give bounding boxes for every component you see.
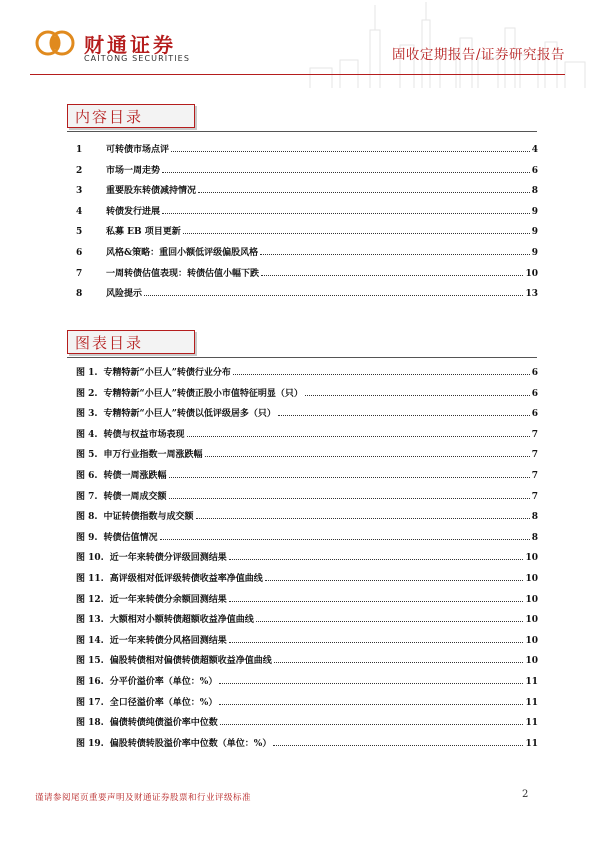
figure-entry-label: 图 14.: [76, 635, 104, 646]
dot-leader: [196, 517, 530, 519]
figure-entry-label: 图 10.: [76, 553, 104, 564]
figure-entry[interactable]: [76, 632, 538, 646]
figures-divider: [67, 357, 537, 358]
dot-leader: [219, 703, 523, 705]
figure-entry-page: 10: [525, 574, 538, 584]
figure-entry-title: 近一年来转债分风格回测结果: [109, 635, 227, 646]
toc-entry-number: 2: [76, 165, 83, 176]
toc-entry[interactable]: [76, 244, 538, 258]
figure-entry-label: 图 11.: [76, 574, 104, 584]
dot-leader: [220, 723, 524, 725]
dot-leader: [198, 191, 530, 193]
brand-name-english: CAITONG SECURITIES: [84, 54, 190, 63]
figure-entry[interactable]: [76, 385, 538, 399]
figure-entry-label: 图 5.: [76, 450, 98, 461]
report-type: 固收定期报告/证券研究报告: [391, 47, 565, 63]
toc-entry-page: 9: [531, 227, 538, 238]
toc-entry[interactable]: [76, 182, 538, 196]
figure-entry-title: 转债一周成交额: [103, 491, 167, 502]
figure-entry-title: 偏股转债相对偏债转债超额收益净值曲线: [109, 656, 272, 667]
figure-entry-page: 10: [525, 615, 538, 626]
dot-leader: [219, 682, 523, 684]
dot-leader: [169, 476, 530, 478]
toc-entry-page: 13: [525, 289, 538, 300]
figure-entry[interactable]: [76, 570, 538, 584]
figure-entry-page: 10: [525, 553, 538, 564]
toc-entry-title: 转债发行进展: [106, 206, 161, 217]
contents-heading: [67, 104, 195, 127]
toc-entry-number: 5: [76, 227, 83, 238]
figure-entry-page: 10: [525, 594, 538, 605]
figure-entry[interactable]: [76, 611, 538, 625]
figure-entry-label: 图 9.: [76, 532, 98, 543]
figure-entry-title: 偏股转债转股溢价率中位数（单位：%）: [109, 738, 272, 749]
toc-entry-page: 8: [531, 186, 538, 197]
figure-entry-title: 中证转债指数与成交额: [103, 512, 194, 523]
dot-leader: [187, 435, 530, 437]
toc-entry-number: 8: [76, 289, 83, 300]
toc-entry[interactable]: [76, 162, 538, 176]
contents-divider: [67, 131, 537, 132]
figure-entry[interactable]: [76, 364, 538, 378]
figure-entry-title: 转债一周涨跌幅: [103, 471, 167, 481]
figure-entry[interactable]: [76, 652, 538, 666]
toc-entry-page: 4: [531, 145, 538, 155]
figure-entry-label: 图 15.: [76, 656, 104, 667]
figure-entry-page: 7: [531, 429, 538, 440]
figure-entry-page: 11: [525, 718, 538, 729]
toc-entry-title: 重要股东转债减持情况: [106, 186, 197, 197]
figure-entry-title: 全口径溢价率（单位：%）: [109, 697, 218, 708]
dot-leader: [229, 600, 524, 602]
footer-disclaimer: 谨请参阅尾页重要声明及财通证券股票和行业评级标准: [35, 793, 252, 803]
figure-entry-page: 10: [525, 656, 538, 667]
figure-entry-page: 11: [525, 738, 538, 749]
toc-entry-number: 1: [76, 145, 83, 155]
figure-entry[interactable]: [76, 446, 538, 460]
dot-leader: [169, 497, 530, 499]
figure-entry-page: 11: [525, 677, 538, 687]
caitong-logo: [33, 27, 77, 59]
figure-entry-title: 专精特新“小巨人”转债正股小市值特征明显（只）: [103, 388, 303, 399]
toc-entry-page: 6: [531, 165, 538, 176]
dot-leader: [261, 274, 523, 276]
dot-leader: [233, 373, 530, 375]
figure-entry-label: 图 3.: [76, 409, 98, 420]
dot-leader: [273, 744, 523, 746]
dot-leader: [265, 579, 524, 581]
toc-entry-title: 私募 EB 项目更新: [106, 227, 181, 238]
dot-leader: [278, 414, 530, 416]
figure-entry-label: 图 19.: [76, 738, 104, 749]
figure-entry-title: 近一年来转债分评级回测结果: [109, 553, 227, 564]
figure-entry[interactable]: [76, 426, 538, 440]
toc-entry[interactable]: [76, 223, 538, 237]
figure-entry-page: 10: [525, 635, 538, 646]
header-divider: [30, 74, 565, 75]
toc-entry-number: 3: [76, 186, 83, 197]
figure-entry-label: 图 17.: [76, 697, 104, 708]
toc-entry[interactable]: [76, 285, 538, 299]
figure-entry-label: 图 6.: [76, 471, 98, 481]
figure-entry-label: 图 18.: [76, 718, 104, 729]
toc-entry-page: 9: [531, 206, 538, 217]
figure-entry[interactable]: [76, 508, 538, 522]
figure-entry[interactable]: [76, 591, 538, 605]
page-number: 2: [522, 789, 529, 800]
toc-entry-page: 10: [525, 268, 538, 279]
dot-leader: [144, 294, 523, 296]
dot-leader: [162, 212, 530, 214]
toc-entry-title: 一周转债估值表现：转债估值小幅下跌: [106, 268, 260, 279]
figure-entry-label: 图 13.: [76, 615, 104, 626]
dot-leader: [256, 620, 524, 622]
figure-entry-title: 大额相对小额转债超额收益净值曲线: [109, 615, 254, 626]
contents-title: 内容目录: [75, 108, 144, 126]
toc-entry-number: 6: [76, 248, 83, 258]
figure-entry-page: 7: [531, 450, 538, 461]
dot-leader: [305, 394, 530, 396]
figure-entry-page: 6: [531, 409, 538, 420]
figure-entry-label: 图 7.: [76, 491, 98, 502]
figure-entry-title: 分平价溢价率（单位：%）: [109, 677, 218, 687]
figure-entry-title: 专精特新“小巨人”转债以低评级居多（只）: [103, 409, 276, 420]
figure-entry[interactable]: [76, 549, 538, 563]
figure-entry-title: 转债与权益市场表现: [103, 429, 185, 440]
toc-entry-page: 9: [531, 248, 538, 258]
dot-leader: [229, 558, 524, 560]
dot-leader: [160, 538, 530, 540]
figure-entry[interactable]: [76, 735, 538, 749]
figures-title: 图表目录: [75, 334, 144, 352]
dot-leader: [229, 641, 524, 643]
figure-entry-label: 图 1.: [76, 368, 98, 378]
figure-entry-page: 6: [531, 368, 538, 378]
toc-entry-title: 风格&策略：重回小额低评级偏股风格: [106, 248, 259, 258]
figure-entry-title: 转债估值情况: [103, 532, 158, 543]
toc-entry[interactable]: [76, 141, 538, 155]
figure-entry[interactable]: [76, 467, 538, 481]
figure-entry-label: 图 8.: [76, 512, 98, 523]
figure-entry[interactable]: [76, 405, 538, 419]
figure-entry-label: 图 16.: [76, 677, 104, 687]
figure-entry[interactable]: [76, 529, 538, 543]
toc-entry-title: 市场一周走势: [106, 165, 161, 176]
figure-entry-label: 图 2.: [76, 388, 98, 399]
dot-leader: [162, 171, 530, 173]
toc-entry[interactable]: [76, 265, 538, 279]
figure-entry-title: 偏债转债纯债溢价率中位数: [109, 718, 218, 729]
toc-entry-title: 可转债市场点评: [106, 145, 170, 155]
brand-name-chinese: 财通证券: [84, 33, 176, 57]
figure-entry-title: 专精特新“小巨人”转债行业分布: [103, 368, 231, 378]
figure-entry-page: 8: [531, 532, 538, 543]
figure-entry-page: 11: [525, 697, 538, 708]
dot-leader: [183, 232, 530, 234]
figure-entry-page: 6: [531, 388, 538, 399]
toc-entry-number: 4: [76, 206, 83, 217]
toc-entry[interactable]: [76, 203, 538, 217]
figure-entry-title: 近一年来转债分余额回测结果: [109, 594, 227, 605]
dot-leader: [274, 661, 524, 663]
figure-entry[interactable]: [76, 488, 538, 502]
dot-leader: [205, 455, 530, 457]
dot-leader: [260, 253, 530, 255]
figure-entry-title: 申万行业指数一周涨跌幅: [103, 450, 203, 461]
figure-entry-page: 7: [531, 471, 538, 481]
toc-entry-number: 7: [76, 268, 83, 279]
figure-entry[interactable]: [76, 673, 538, 687]
figure-entry-title: 高评级相对低评级转债收益率净值曲线: [109, 574, 263, 584]
figure-entry[interactable]: [76, 694, 538, 708]
figure-entry-page: 7: [531, 491, 538, 502]
figures-heading: [67, 330, 195, 353]
figure-entry-label: 图 4.: [76, 429, 98, 440]
toc-entry-title: 风险提示: [106, 289, 143, 300]
figure-entry[interactable]: [76, 714, 538, 728]
figure-entry-page: 8: [531, 512, 538, 523]
dot-leader: [171, 150, 530, 152]
page-header: [0, 0, 595, 100]
figure-entry-label: 图 12.: [76, 594, 104, 605]
